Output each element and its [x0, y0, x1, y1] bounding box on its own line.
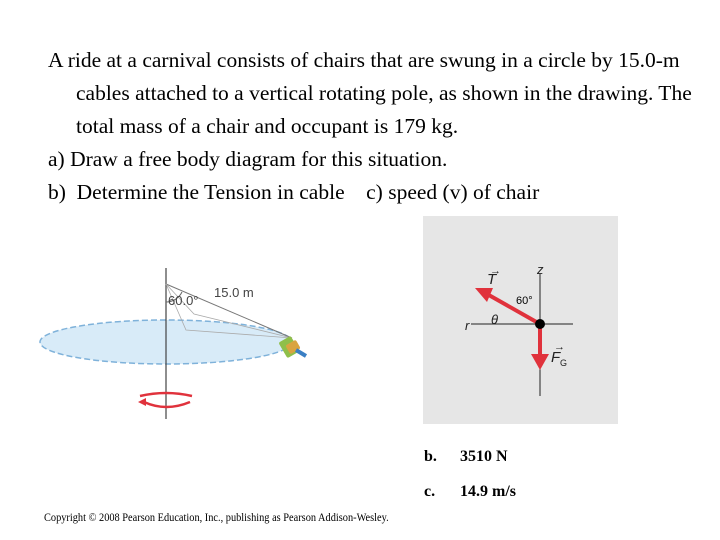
- gravity-label: F: [551, 349, 561, 366]
- parts-bc-line: [48, 176, 698, 209]
- carousel-angle-label: 60.0°: [168, 293, 199, 308]
- gravity-vector-mark: →: [554, 341, 565, 353]
- answer-label: c.: [424, 483, 436, 500]
- chair-point: [535, 319, 545, 329]
- gravity-arrow-head: [531, 354, 549, 370]
- tension-vector-mark: →: [490, 265, 501, 277]
- carousel-figure: [34, 264, 324, 424]
- theta-label: θ: [491, 312, 499, 327]
- part-a: a) Draw a free body diagram for this situation.: [48, 147, 448, 171]
- part-c: c) speed (v) of chair: [366, 180, 540, 204]
- rotation-arrow-head: [138, 398, 146, 406]
- answer-c: [424, 483, 516, 501]
- rotation-arrow: [144, 402, 190, 407]
- copyright-notice: Copyright © 2008 Pearson Education, Inc., publishing as Pearson Addison-Wesley.: [44, 512, 389, 524]
- answer-label: b.: [424, 448, 437, 465]
- cable-length-label: 15.0 m: [214, 285, 254, 300]
- r-axis-label: r: [465, 318, 470, 333]
- tension-label: T: [487, 271, 497, 288]
- gravity-subscript: G: [560, 358, 568, 368]
- free-body-diagram: [423, 216, 618, 424]
- problem-statement: [48, 44, 698, 209]
- problem-intro: A ride at a carnival consists of chairs that are swung in a circle by 15.0-m cables attached to a vertical rotating pole, as shown in the drawing. The total mass of a chair and occupant is 179 kg.: [48, 48, 692, 138]
- answer-b: [424, 448, 508, 466]
- z-axis-label: z: [537, 262, 544, 277]
- angle-60-label: 60°: [516, 295, 533, 307]
- part-b: b) Determine the Tension in cable: [48, 180, 345, 204]
- answer-value: 14.9 m/s: [460, 483, 516, 500]
- answer-value: 3510 N: [460, 448, 508, 465]
